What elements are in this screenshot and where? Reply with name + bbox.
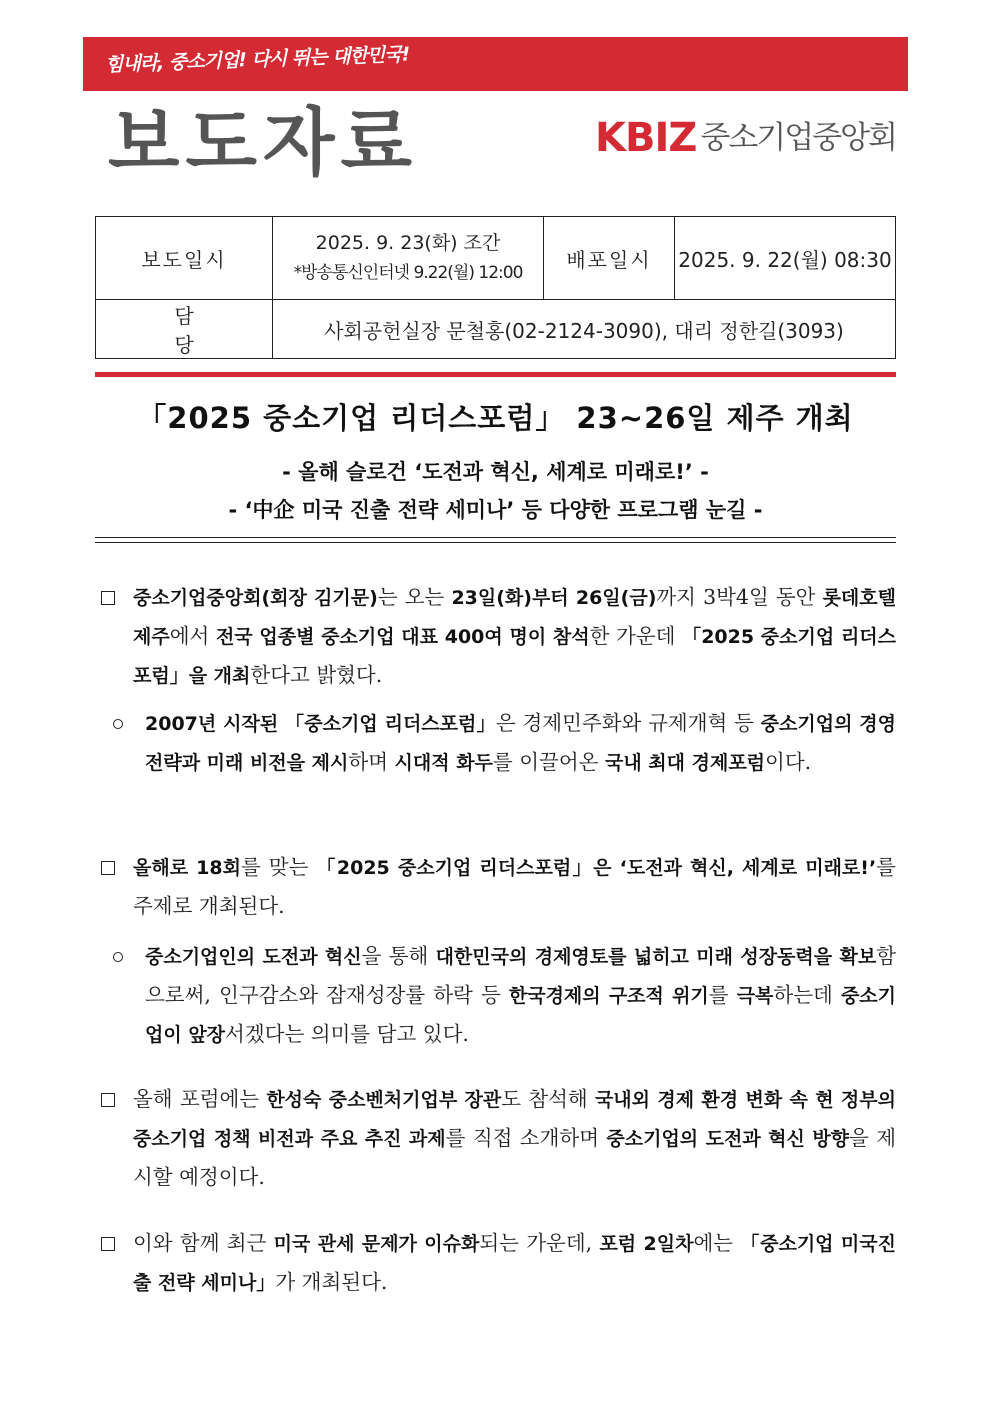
- top-banner: [83, 37, 908, 91]
- bold-run: 대한민국의 경제영토를 넓히고 미래 성장동력을 확보: [435, 946, 877, 968]
- text-run: 를 직접 소개하며: [445, 1126, 607, 1150]
- paragraph-text: [133, 1224, 896, 1302]
- bold-run: 올해로 18회: [133, 857, 241, 879]
- paragraph-text: [133, 848, 896, 925]
- paragraph-text: [133, 1080, 896, 1196]
- banner-slogan: 힘내라, 중소기업! 다시 뛰는 대한민국!: [104, 43, 410, 76]
- contact-info: 사회공헌실장 문철홍(02-2124-3090), 대리 정한길(3093): [273, 300, 896, 359]
- paragraph-1a: [95, 704, 896, 782]
- bold-run: 2007년 시작된 「중소기업 리더스포럼」: [145, 713, 496, 735]
- distribute-date: 2025. 9. 22(월) 08:30: [675, 217, 896, 300]
- bold-run: 한성숙 중소벤처기업부 장관: [266, 1089, 502, 1111]
- text-run: 을 제시할 예정이다.: [133, 1126, 897, 1189]
- text-run: 을 통해: [361, 944, 436, 968]
- paragraph-4: [95, 1224, 896, 1302]
- text-run: 는 오는: [377, 585, 452, 609]
- text-run: 에서: [169, 624, 216, 648]
- bold-run: 롯데호텔 제주: [133, 587, 896, 648]
- text-run: 를 맞는: [240, 855, 317, 879]
- bold-run: 한국경제의 구조적 위기: [508, 985, 709, 1007]
- text-run: 되는 가운데,: [479, 1231, 600, 1255]
- text-run: 하며: [348, 750, 395, 774]
- text-run: 도 참석해: [501, 1087, 595, 1111]
- square-bullet-icon: [101, 1237, 115, 1251]
- text-run: 한 가운데: [589, 624, 683, 648]
- paragraph-1: [95, 578, 896, 695]
- bold-run: 「2025 중소기업 리더스포럼」을 개최: [133, 626, 897, 687]
- text-run: 를 이끌어온: [492, 750, 605, 774]
- release-note: *방송통신인터넷 9.22(월) 12:00: [293, 263, 523, 283]
- bold-run: 중소기업이 앞장: [145, 985, 896, 1046]
- circle-bullet-icon: [113, 719, 123, 729]
- contact-label: 담당: [96, 300, 273, 359]
- bold-run: 전국 업종별 중소기업 대표 400여 명이 참석: [215, 626, 590, 648]
- bold-run: 국내외 경제 환경 변화 속 현 정부의 중소기업 정책 비전과 주요 추진 과제: [133, 1089, 896, 1150]
- bold-run: 미국 관세 문제가 이슈화: [273, 1233, 480, 1255]
- bold-run: 포럼 2일차: [599, 1233, 694, 1255]
- logo-org-name: 중소기업중앙회: [700, 120, 896, 156]
- text-run: 서겠다는 의미를 담고 있다.: [225, 1022, 469, 1046]
- bold-run: 시대적 화두: [394, 752, 493, 774]
- red-divider: [95, 372, 896, 377]
- release-date-cell: [273, 217, 544, 300]
- subheadline-2: - ‘中企 미국 진출 전략 세미나’ 등 다양한 프로그램 눈길 -: [228, 498, 763, 522]
- paragraph-3: [95, 1080, 896, 1196]
- bold-run: 중소기업인의 도전과 혁신: [145, 946, 362, 968]
- square-bullet-icon: [101, 591, 115, 605]
- text-run: 가 개최된다.: [275, 1270, 388, 1294]
- text-run: 함으로써, 인구감소와 잠재성장률 하락 등: [145, 944, 896, 1007]
- circle-bullet-icon: [113, 952, 123, 962]
- headline: 「2025 중소기업 리더스포럼」 23~26일 제주 개최: [137, 401, 854, 435]
- subheadline-1: - 올해 슬로건 ‘도전과 혁신, 세계로 미래로!’ -: [282, 460, 709, 484]
- bold-run: 중소기업의 경영전략과 미래 비전을 제시: [145, 713, 897, 774]
- text-run: 올해 포럼에는: [133, 1087, 267, 1111]
- bold-run: 23일(화)부터 26일(금): [451, 587, 657, 609]
- square-bullet-icon: [101, 861, 115, 875]
- bold-run: 「2025 중소기업 리더스포럼」은 ‘도전과 혁신, 세계로 미래로!’: [316, 857, 877, 879]
- text-run: 이와 함께 최근: [133, 1231, 274, 1255]
- release-info-table: [95, 216, 896, 359]
- bold-run: 극복: [736, 985, 774, 1007]
- document-title: 보도자료: [108, 100, 418, 186]
- paragraph-text: [145, 937, 896, 1054]
- text-run: 를 주제로 개최된다.: [133, 855, 896, 918]
- bold-run: 중소기업중앙회(회장 김기문): [133, 587, 378, 609]
- text-run: 까지 3박4일 동안: [656, 585, 823, 609]
- bold-run: 중소기업의 도전과 혁신 방향: [606, 1128, 850, 1150]
- paragraph-2a: [95, 937, 896, 1054]
- text-run: 이다.: [765, 750, 812, 774]
- square-bullet-icon: [101, 1093, 115, 1107]
- logo-brand: KBIZ: [595, 115, 697, 161]
- text-run: 하는데: [773, 983, 841, 1007]
- text-run: 에는: [693, 1231, 741, 1255]
- text-run: 은 경제민주화와 규제개혁 등: [495, 711, 761, 735]
- text-run: 한다고 밝혔다.: [250, 663, 383, 687]
- release-date: 2025. 9. 23(화) 조간: [315, 232, 501, 254]
- bold-run: 「중소기업 미국진출 전략 세미나」: [133, 1233, 896, 1294]
- paragraph-2: [95, 848, 896, 925]
- kbiz-logo: [595, 115, 896, 161]
- distribute-date-label: 배포일시: [544, 217, 675, 300]
- release-date-label: 보도일시: [96, 217, 273, 300]
- paragraph-text: [133, 578, 896, 695]
- bold-run: 국내 최대 경제포럼: [604, 752, 766, 774]
- text-run: 를: [708, 983, 737, 1007]
- double-divider: [95, 537, 896, 543]
- paragraph-text: [145, 704, 896, 782]
